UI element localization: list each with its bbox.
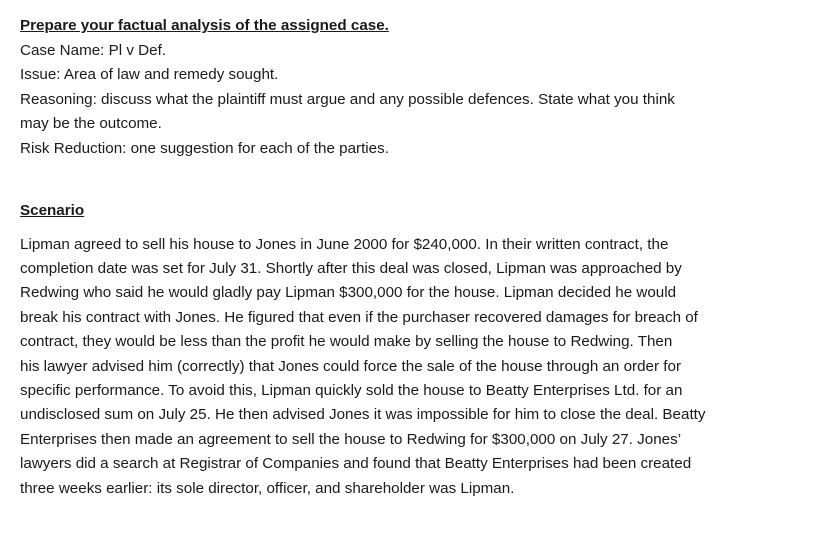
scenario-line: undisclosed sum on July 25. He then advised Jones it was impossible for him to close the deal. Beatty <box>20 406 706 424</box>
scenario-line: specific performance. To avoid this, Lipman quickly sold the house to Beatty Enterprises Ltd. for an <box>20 381 683 399</box>
heading-spacer <box>20 224 830 233</box>
scenario-line: lawyers did a search at Registrar of Companies and found that Beatty Enterprises had been created <box>20 455 692 473</box>
scenario-line: completion date was set for July 31. Shortly after this deal was closed, Lipman was approached by <box>20 259 682 277</box>
scenario-line: contract, they would be less than the profit he would make by selling the house to Redwing. Then <box>20 333 673 351</box>
document-page <box>20 14 830 501</box>
reasoning-line: Reasoning: discuss what the plaintiff must argue and any possible defences. State what you think <box>20 90 675 108</box>
scenario-line: three weeks earlier: its sole director, officer, and shareholder was Lipman. <box>20 479 515 497</box>
scenario-line: Enterprises then made an agreement to sell the house to Redwing for $300,000 on July 27. Jones’ <box>20 430 682 448</box>
reasoning-line-continued: may be the outcome. <box>20 115 162 132</box>
instructions-section <box>20 14 830 161</box>
risk-reduction-line: Risk Reduction: one suggestion for each of the parties. <box>20 139 389 157</box>
section-spacer <box>20 161 830 199</box>
scenario-paragraph <box>20 233 830 501</box>
scenario-line: Redwing who said he would gladly pay Lipman $300,000 for the house. Lipman decided he would <box>20 284 677 302</box>
scenario-line: break his contract with Jones. He figured that even if the purchaser recovered damages for breach of <box>20 308 698 326</box>
scenario-line: Lipman agreed to sell his house to Jones in June 2000 for $240,000. In their written contract, the <box>20 235 669 253</box>
scenario-heading: Scenario <box>20 202 85 219</box>
instructions-heading: Prepare your factual analysis of the assigned case. <box>20 17 389 34</box>
case-name-line: Case Name: Pl v Def. <box>20 41 167 59</box>
issue-line: Issue: Area of law and remedy sought. <box>20 66 279 83</box>
scenario-line: his lawyer advised him (correctly) that Jones could force the sale of the house through an order for <box>20 357 681 375</box>
scenario-section <box>20 199 830 501</box>
